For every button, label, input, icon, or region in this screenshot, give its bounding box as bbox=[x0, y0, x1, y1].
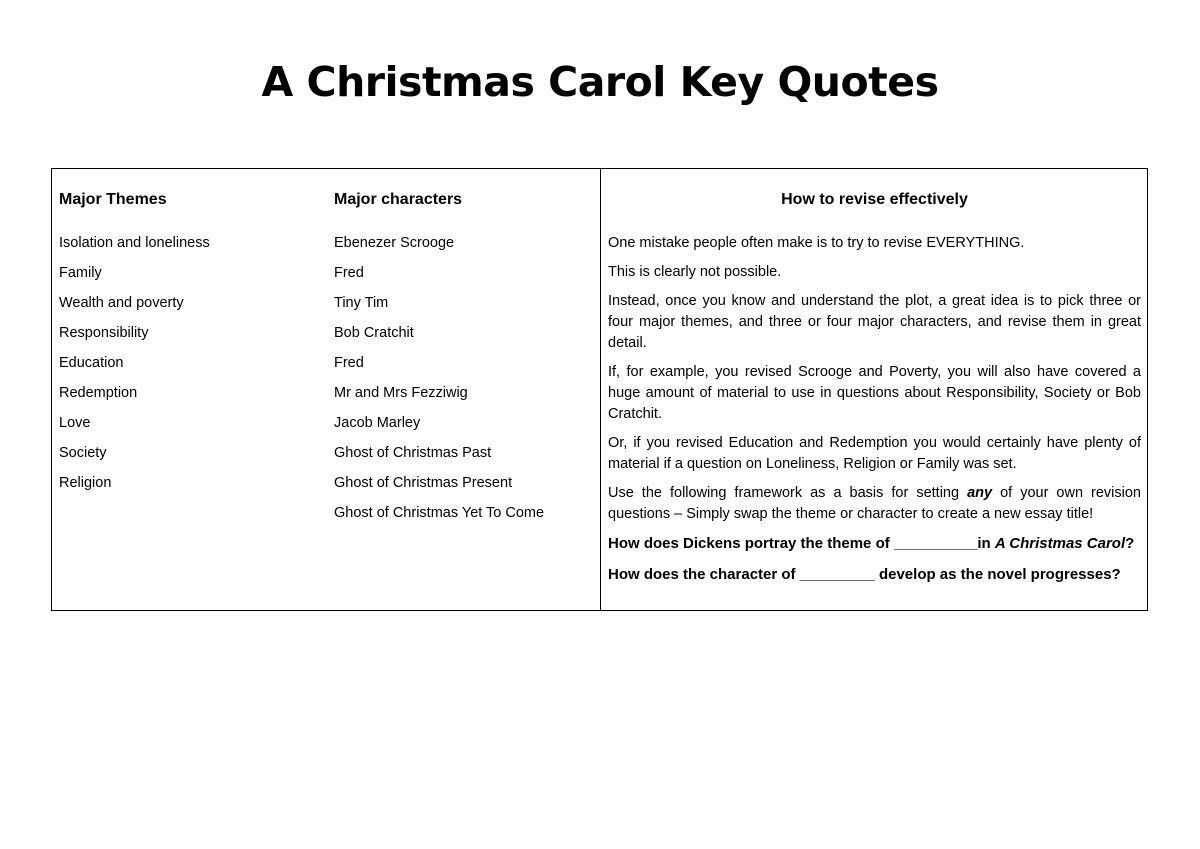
novel-title: A Christmas Carol bbox=[994, 535, 1126, 552]
advice-paragraph: One mistake people often make is to try to revise EVERYTHING. bbox=[608, 235, 1025, 251]
theme-item: Responsibility bbox=[59, 325, 149, 341]
character-item: Tiny Tim bbox=[334, 295, 389, 311]
themes-list bbox=[59, 233, 210, 503]
theme-item: Family bbox=[59, 265, 102, 281]
revision-table bbox=[51, 168, 1148, 611]
theme-item: Education bbox=[59, 355, 124, 371]
essay-question-character: How does the character of _________ develop as the novel progresses? bbox=[608, 566, 1121, 583]
advice-paragraph: If, for example, you revised Scrooge and Poverty, you will also have covered a huge amount of material to use in questions about Responsibility, Society or Bob Cratchit. bbox=[608, 364, 1141, 422]
character-item: Ghost of Christmas Past bbox=[334, 445, 492, 461]
revision-heading: How to revise effectively bbox=[781, 191, 968, 208]
theme-item: Wealth and poverty bbox=[59, 295, 184, 311]
advice-paragraph: Or, if you revised Education and Redemption you would certainly have plenty of material if a question on Loneliness, Religion or Family was set. bbox=[608, 435, 1141, 472]
framework-text-start: Use the following framework as a basis for setting bbox=[608, 485, 968, 501]
themes-heading: Major Themes bbox=[59, 191, 167, 208]
theme-item: Society bbox=[59, 445, 107, 461]
framework-emphasis: any bbox=[967, 485, 993, 501]
question-text-end: ? bbox=[1125, 535, 1135, 552]
character-item: Mr and Mrs Fezziwig bbox=[334, 385, 468, 401]
character-item: Fred bbox=[334, 355, 364, 371]
character-item: Jacob Marley bbox=[334, 415, 421, 431]
essay-question-theme bbox=[608, 533, 1141, 555]
column-divider bbox=[600, 169, 601, 610]
character-item: Fred bbox=[334, 265, 364, 281]
character-item: Ghost of Christmas Present bbox=[334, 475, 513, 491]
theme-item: Isolation and loneliness bbox=[59, 235, 210, 251]
characters-heading: Major characters bbox=[334, 191, 463, 208]
advice-paragraph: This is clearly not possible. bbox=[608, 264, 782, 280]
theme-item: Religion bbox=[59, 475, 112, 491]
character-item: Ghost of Christmas Yet To Come bbox=[334, 505, 545, 521]
framework-paragraph bbox=[608, 483, 1141, 525]
character-item: Bob Cratchit bbox=[334, 325, 414, 341]
page-title: A Christmas Carol Key Quotes bbox=[261, 58, 939, 106]
revision-advice bbox=[608, 233, 1141, 595]
characters-list bbox=[334, 233, 544, 533]
character-item: Ebenezer Scrooge bbox=[334, 235, 455, 251]
theme-item: Love bbox=[59, 415, 91, 431]
framework-text-end: of your own revision questions – Simply swap the theme or character to create a new essay title! bbox=[608, 485, 1141, 522]
question-text-start: How does Dickens portray the theme of __________in bbox=[608, 535, 995, 552]
theme-item: Redemption bbox=[59, 385, 138, 401]
advice-paragraph: Instead, once you know and understand the plot, a great idea is to pick three or four major themes, and three or four major characters, and revise them in great detail. bbox=[608, 293, 1141, 351]
